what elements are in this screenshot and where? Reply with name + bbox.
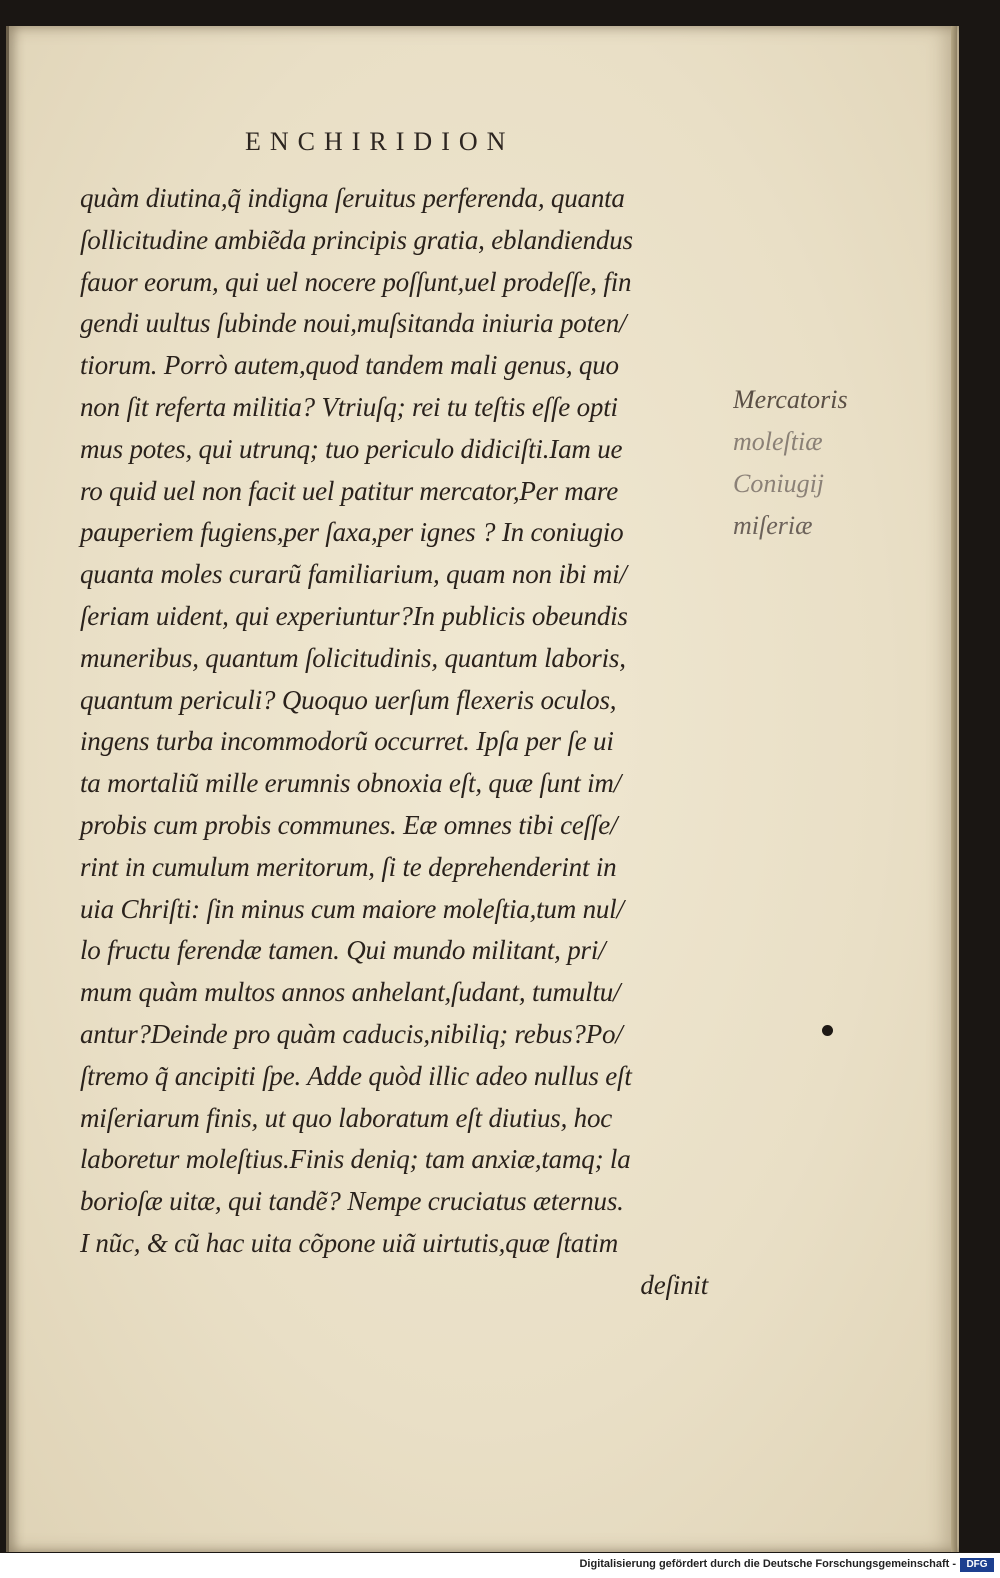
text-line: antur?Deinde pro quàm caducis,nibiliq; rebus?Po/ [80, 1018, 623, 1049]
running-head: ENCHIRIDION [245, 127, 515, 156]
text-line: ſollicitudine ambiẽda principis gratia, eblandiendus [80, 224, 633, 255]
margin-note: Mercatoris [733, 385, 848, 414]
margin-note: moleſtiæ [733, 427, 823, 456]
text-line: rint in cumulum meritorum, ſi te deprehenderint in [80, 851, 617, 882]
text-line: lo fructu ferendæ tamen. Qui mundo militant, pri/ [80, 935, 606, 966]
page-edge [951, 26, 957, 1552]
margin-notes [733, 379, 873, 547]
ink-spot [822, 1025, 833, 1036]
text-line: muneribus, quantum ſolicitudinis, quantum laboris, [80, 642, 626, 673]
text-line: ta mortaliũ mille erumnis obnoxia eſt, quæ ſunt im/ [80, 768, 622, 799]
text-line: mus potes, qui utrunq; tuo periculo didiciſti.Iam ue [80, 433, 623, 464]
text-line: ſeriam uident, qui experiuntur?In publicis obeundis [80, 600, 628, 631]
catchword: deſinit [640, 1269, 708, 1300]
text-line: uia Chriſti: ſin minus cum maiore moleſtia,tum nul/ [80, 893, 624, 924]
body-text [80, 178, 720, 1307]
text-line: ro quid uel non facit uel patitur mercator,Per mare [80, 475, 618, 506]
text-line: laboretur moleſtius.Finis deniq; tam anxiæ,tamq; la [80, 1144, 631, 1175]
text-line: gendi uultus ſubinde noui,muſsitanda iniuria poten/ [80, 308, 627, 339]
footer-credit: Digitalisierung gefördert durch die Deutsche Forschungsgemeinschaft - [579, 1558, 956, 1570]
text-line: quanta moles curarũ familiarium, quam non ibi mi/ [80, 559, 627, 590]
text-line: quàm diutina,q̃ indigna ſeruitus perferenda, quanta [80, 183, 625, 213]
margin-note: miſeriæ [733, 511, 813, 540]
text-line: miſeriarum finis, ut quo laboratum eſt diutius, hoc [80, 1102, 613, 1133]
margin-note: Coniugij [733, 469, 825, 498]
text-line: probis cum probis communes. Eæ omnes tibi ceſſe/ [80, 809, 618, 840]
text-line: ingens turba incommodorũ occurret. Ipſa per ſe ui [80, 726, 614, 757]
text-line: tiorum. Porrò autem,quod tandem mali genus, quo [80, 350, 619, 381]
text-line: quantum periculi? Quoquo uerſum flexeris oculos, [80, 684, 617, 715]
text-line: non ſit referta militia? Vtriuſq; rei tu teſtis eſſe opti [80, 391, 618, 422]
text-line: I nũc, & cũ hac uita cõpone uiã uirtutis,quæ ſtatim [80, 1227, 619, 1258]
text-line: ſtremo q̃ ancipiti ſpe. Adde quòd illic adeo nullus eſt [80, 1060, 632, 1091]
footer-bar [0, 1553, 1000, 1578]
text-line: pauperiem fugiens,per ſaxa,per ignes ? In coniugio [80, 517, 624, 548]
dfg-logo-icon: DFG [960, 1558, 994, 1572]
text-line: borioſæ uitæ, qui tandẽ? Nempe cruciatus æternus. [80, 1186, 624, 1217]
text-line: mum quàm multos annos anhelant,ſudant, tumultu/ [80, 977, 621, 1008]
text-line: fauor eorum, qui uel nocere poſſunt,uel prodeſſe, fin [80, 266, 632, 297]
